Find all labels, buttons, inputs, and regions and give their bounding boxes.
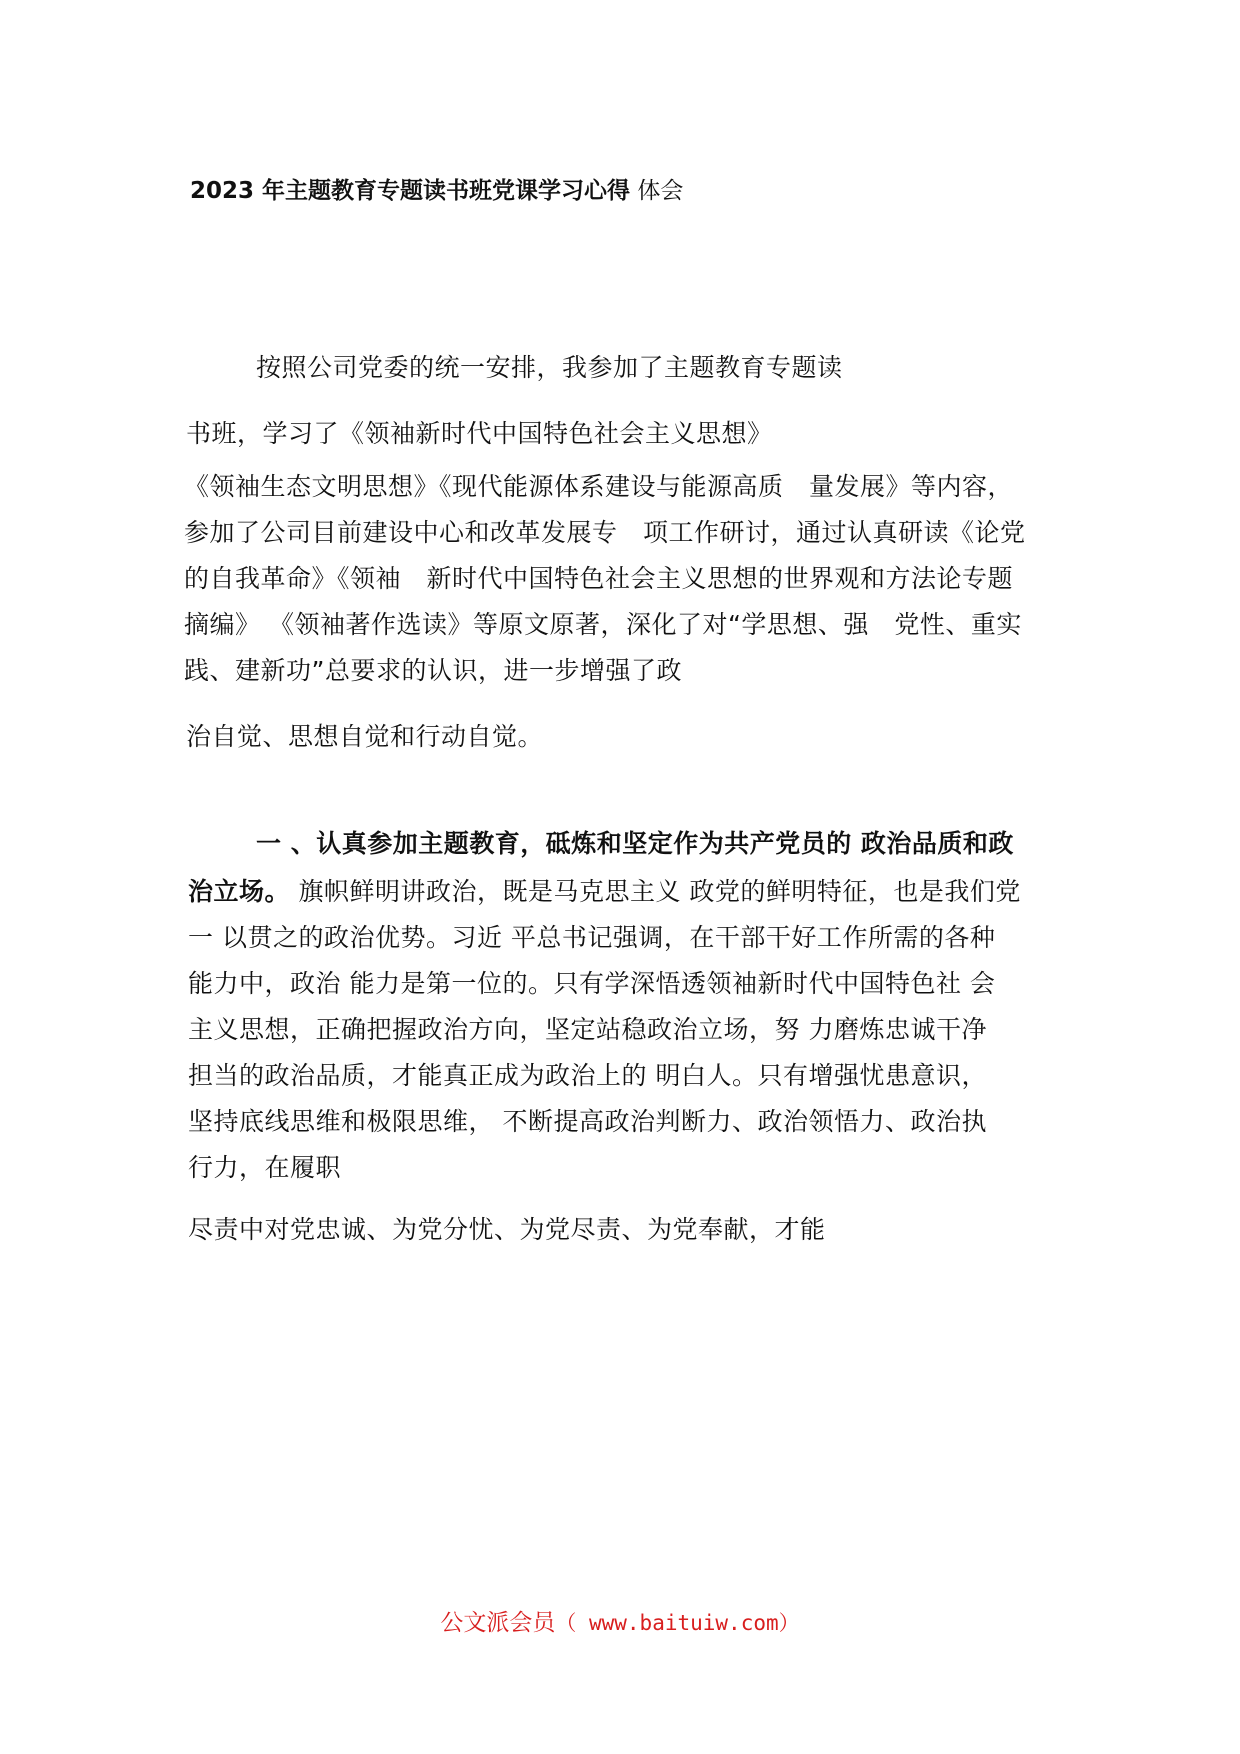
- section1-heading: 一 、认真参加主题教育，砥炼和坚定作为共产党员的 政治品质和政: [256, 829, 1014, 858]
- section1-line-3: 能力中，政治 能力是第一位的。只有学深悟透领袖新时代中国特色社 会: [188, 969, 996, 998]
- title-main: 2023 年主题教育专题读书班党课学习心得: [190, 178, 631, 204]
- section1-line-6: 坚持底线思维和极限思维， 不断提高政治判断力、政治领悟力、政治执: [188, 1107, 987, 1136]
- para1-line-5: 的自我革命》《领袖 新时代中国特色社会主义思想的世界观和方法论专题: [184, 564, 1014, 593]
- para1-line-2: 书班，学习了《领袖新时代中国特色社会主义思想》: [186, 419, 773, 448]
- footer-watermark: [0, 1604, 1240, 1637]
- section1-text-start: 旗帜鲜明讲政治，既是马克思主义 政党的鲜明特征，也是我们党: [290, 877, 1021, 906]
- document-title: [190, 172, 683, 205]
- para1-line-3: 《领袖生态文明思想》《现代能源体系建设与能源高质 量发展》等内容，: [184, 472, 1014, 501]
- section1-line-5: 担当的政治品质，才能真正成为政治上的 明白人。只有增强忧患意识，: [188, 1061, 987, 1090]
- para1-line-4: 参加了公司目前建设中心和改革发展专 项工作研讨，通过认真研读《论党: [184, 518, 1026, 547]
- para1-line-1: 按照公司党委的统一安排，我参加了主题教育专题读: [256, 353, 843, 382]
- section1-heading-end: 治立场。: [188, 877, 291, 906]
- section1-line-8: 尽责中对党忠诚、为党分忧、为党尽责、为党奉献，才能: [188, 1215, 826, 1244]
- footer-brand: 公文派会员: [440, 1610, 556, 1636]
- section1-line-1: [188, 872, 1021, 908]
- para1-line-8: 治自觉、思想自觉和行动自觉。: [186, 722, 544, 751]
- section1-line-2: 一 以贯之的政治优势。习近 平总书记强调，在干部干好工作所需的各种: [188, 923, 996, 952]
- section1-line-7: 行力，在履职: [188, 1153, 342, 1182]
- section1-line-4: 主义思想，正确把握政治方向，坚定站稳政治立场，努 力磨炼忠诚干净: [188, 1015, 987, 1044]
- title-tail: 体会: [637, 178, 684, 204]
- para1-line-7: 践、建新功”总要求的认识，进一步增强了政: [184, 656, 682, 685]
- para1-line-6: 摘编》 《领袖著作选读》等原文原著，深化了对“学思想、强 党性、重实: [184, 610, 1022, 639]
- footer-url: （ www.baituiw.com）: [555, 1611, 800, 1635]
